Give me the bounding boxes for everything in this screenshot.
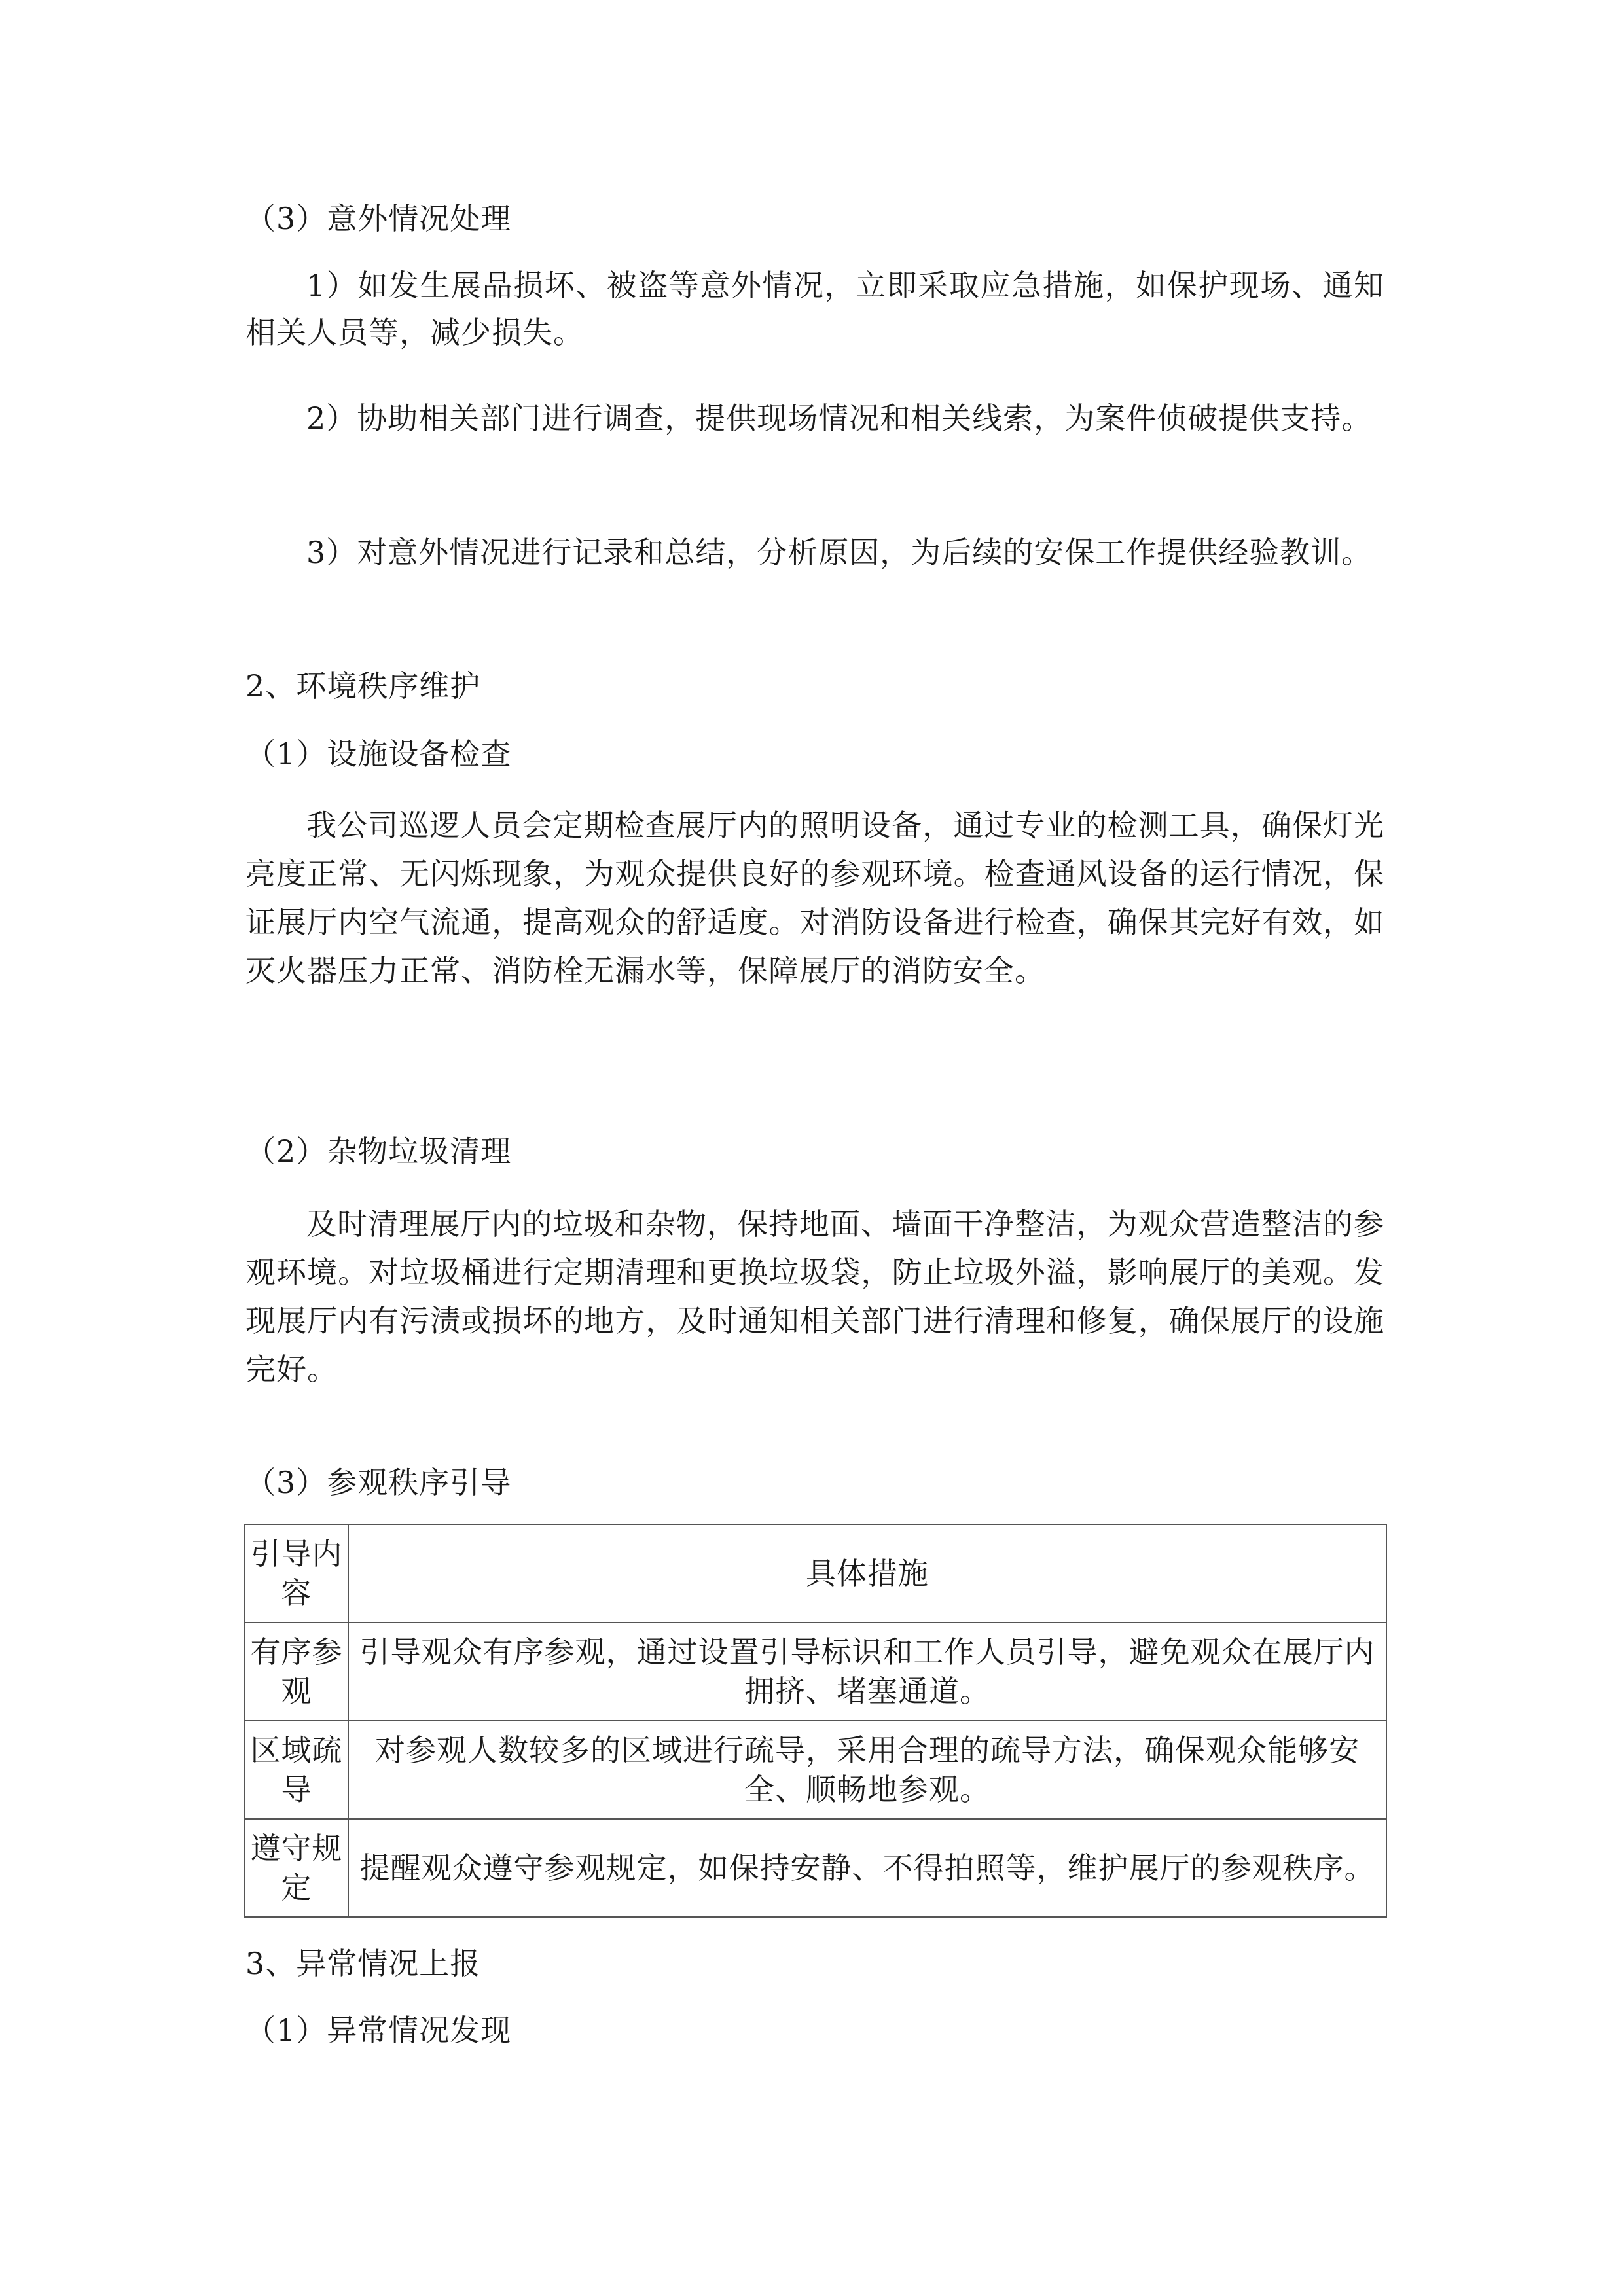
paragraph-garbage-cleaning: 及时清理展厅内的垃圾和杂物，保持地面、墙面干净整洁，为观众营造整洁的参观环境。对垃圾桶进行定期清理和更换垃圾袋，防止垃圾外溢，影响展厅的美观。发现展厅内有污渍或损坏的地方，及时通知相关部门进行清理和修复，确保展厅的设施完好。 bbox=[245, 1206, 1384, 1387]
heading-environment-order: 2、环境秩序维护 bbox=[245, 668, 481, 704]
paragraph-facility-check: 我公司巡逻人员会定期检查展厅内的照明设备，通过专业的检测工具，确保灯光亮度正常、无闪烁现象，为观众提供良好的参观环境。检查通风设备的运行情况，保证展厅内空气流通，提高观众的舒适度。对消防设备进行检查，确保其完好有效，如灭火器压力正常、消防栓无漏水等，保障展厅的消防安全。 bbox=[245, 808, 1384, 988]
table-header-cell: 具体措施 bbox=[348, 1524, 1386, 1623]
table-cell: 有序参观 bbox=[245, 1623, 348, 1721]
heading-facility-check: （1）设施设备检查 bbox=[245, 736, 512, 772]
paragraph-accident-item-2: 2）协助相关部门进行调查，提供现场情况和相关线索，为案件侦破提供支持。 bbox=[306, 401, 1373, 436]
table-cell: 引导观众有序参观，通过设置引导标识和工作人员引导，避免观众在展厅内拥挤、堵塞通道。 bbox=[348, 1623, 1386, 1721]
guidance-table bbox=[244, 1524, 1387, 1918]
table-header-row bbox=[245, 1524, 1386, 1623]
heading-exception-report: 3、异常情况上报 bbox=[245, 1946, 481, 1981]
heading-accident-handling: （3）意外情况处理 bbox=[245, 201, 512, 236]
paragraph-accident-item-1: 1）如发生展品损坏、被盗等意外情况，立即采取应急措施，如保护现场、通知相关人员等，减少损失。 bbox=[245, 268, 1384, 350]
table-header-cell: 引导内容 bbox=[245, 1524, 348, 1623]
table-cell: 对参观人数较多的区域进行疏导，采用合理的疏导方法，确保观众能够安全、顺畅地参观。 bbox=[348, 1721, 1386, 1819]
table-row bbox=[245, 1623, 1386, 1721]
paragraph-accident-item-3: 3）对意外情况进行记录和总结，分析原因，为后续的安保工作提供经验教训。 bbox=[306, 535, 1373, 570]
table-cell: 提醒观众遵守参观规定，如保持安静、不得拍照等，维护展厅的参观秩序。 bbox=[348, 1819, 1386, 1917]
table-row bbox=[245, 1819, 1386, 1917]
table-cell: 遵守规定 bbox=[245, 1819, 348, 1917]
heading-garbage-cleaning: （2）杂物垃圾清理 bbox=[245, 1134, 512, 1169]
table-cell: 区域疏导 bbox=[245, 1721, 348, 1819]
table-row bbox=[245, 1721, 1386, 1819]
heading-visit-order: （3）参观秩序引导 bbox=[245, 1465, 512, 1500]
heading-exception-discovery: （1）异常情况发现 bbox=[245, 2013, 512, 2048]
